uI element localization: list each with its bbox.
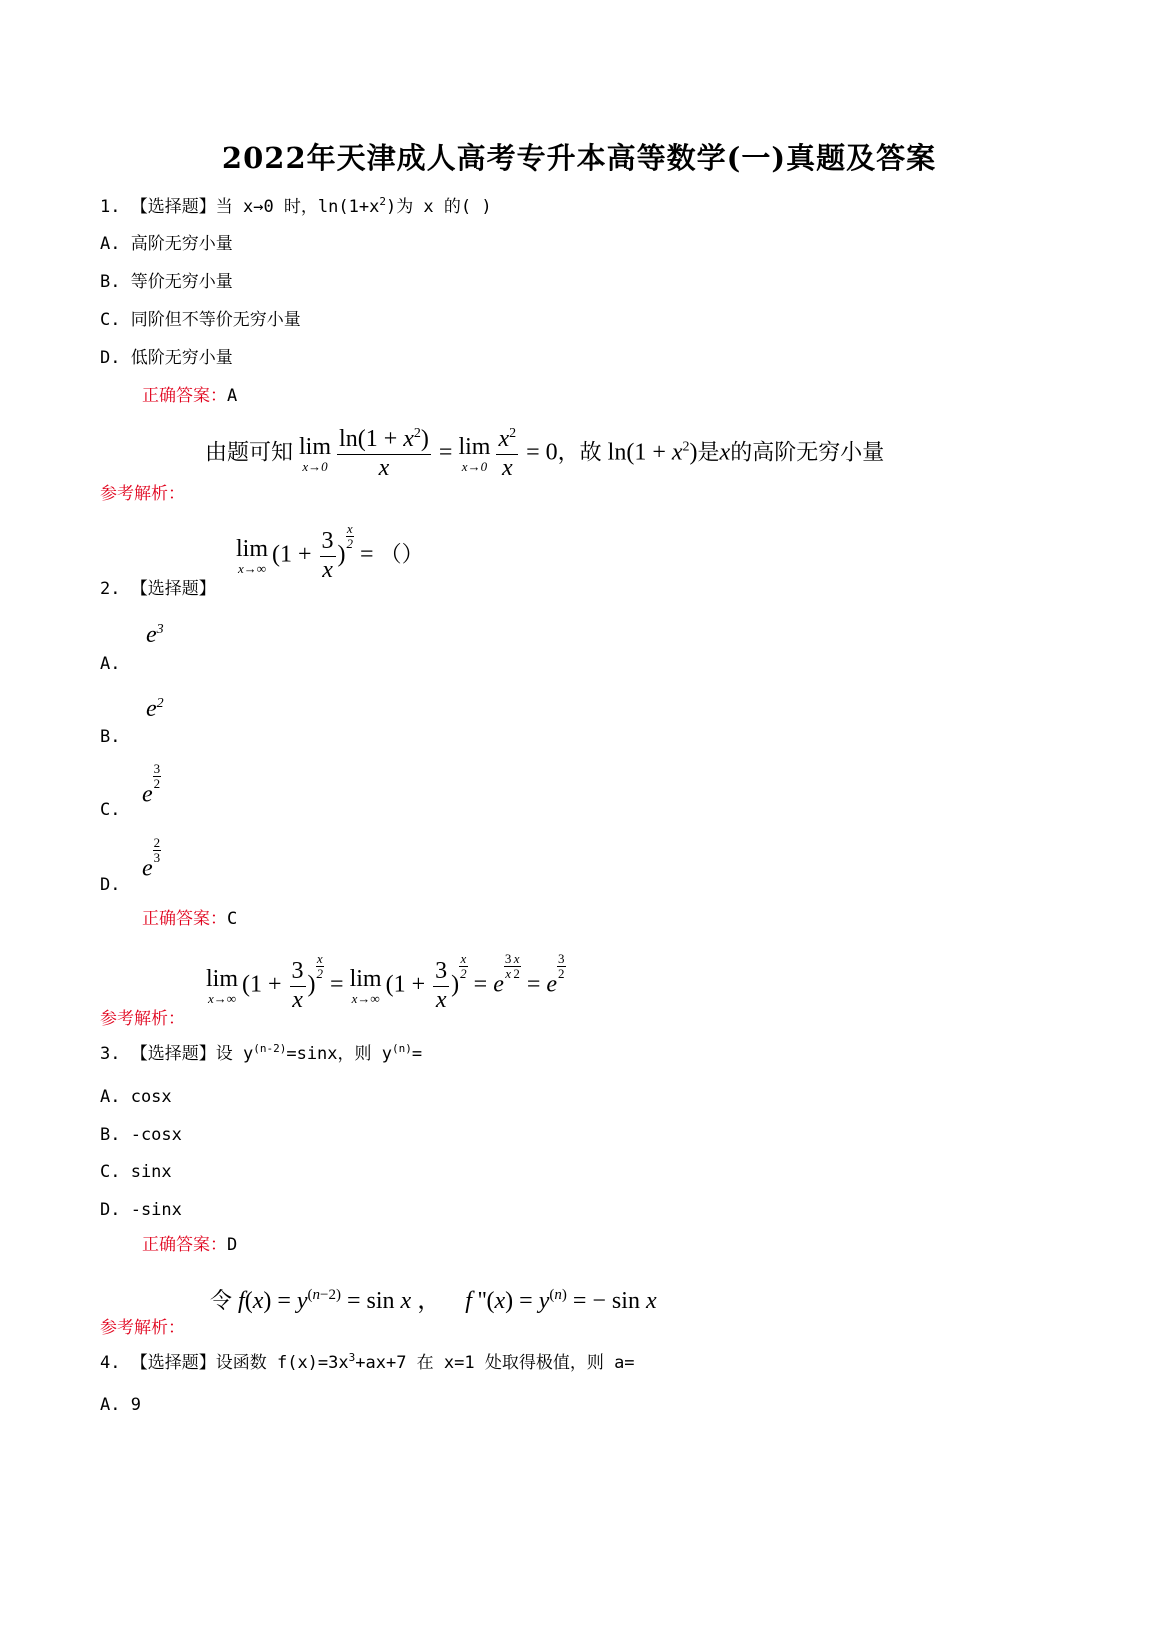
- q1-explanation-formula: 由题可知 lim x→0 $\frac{\ln(1 + x^2)}{x}$ = lim x→0 $\frac{x^2}{x}$ = 0，故 $\ln(1 + x^2)$是x的高阶无穷小量: [205, 426, 885, 481]
- question-1-text-a: 当 x→0 时，ln(1+x: [215, 197, 380, 217]
- q3-answer: [142, 1234, 237, 1256]
- q1-option-b: B. 等价无穷小量: [100, 272, 233, 292]
- q3-explanation-label: 参考解析：: [100, 1318, 185, 1338]
- q1-option-d: D. 低阶无穷小量: [100, 348, 233, 368]
- q3-option-a: A. cosx: [100, 1087, 172, 1107]
- q1-option-a: A. 高阶无穷小量: [100, 234, 233, 254]
- question-1-tag: 【选择题】: [130, 197, 216, 217]
- q2-blank: （）: [379, 542, 424, 568]
- question-3-text-a: 设 y: [215, 1044, 254, 1064]
- answer-value: D: [227, 1235, 238, 1255]
- q3-option-d: D. -sinx: [100, 1200, 182, 1220]
- question-3-sup-2: (n): [392, 1042, 412, 1055]
- question-2: [100, 578, 216, 600]
- q1-expl-tail: 的高阶无穷小量: [730, 440, 885, 466]
- question-4-number: 4.: [100, 1353, 121, 1373]
- q1-explanation-label: 参考解析：: [100, 484, 185, 504]
- question-2-number: 2.: [100, 579, 121, 599]
- q4-option-a: A. 9: [100, 1395, 141, 1415]
- q2-option-b-label: B.: [100, 727, 121, 747]
- question-3-text-c: =: [411, 1044, 423, 1064]
- q2-option-c-label: C.: [100, 800, 121, 820]
- q1-expl-prefix: 由题可知: [205, 440, 294, 466]
- question-4-sup: 3: [348, 1351, 356, 1364]
- q1-expl-end: 是: [697, 440, 720, 466]
- q2-explanation-label: 参考解析：: [100, 1009, 185, 1029]
- answer-label: 正确答案：: [142, 909, 227, 929]
- answer-label: 正确答案：: [142, 386, 227, 406]
- q1-expl-suffix: ，故: [557, 440, 602, 466]
- q2-option-b-formula: $e^2$: [146, 696, 164, 722]
- question-4-text-a: 设函数 f(x)=3x: [215, 1353, 349, 1373]
- q2-answer: [142, 908, 237, 930]
- question-4-tag: 【选择题】: [130, 1353, 216, 1373]
- q2-option-d-label: D.: [100, 875, 121, 895]
- question-3: [100, 1043, 422, 1065]
- question-2-tag: 【选择题】: [130, 579, 216, 599]
- q3-option-b: B. -cosx: [100, 1125, 182, 1145]
- q1-answer: [142, 385, 237, 407]
- q1-option-c: C. 同阶但不等价无穷小量: [100, 310, 301, 330]
- q2-option-c-formula: e $\frac{3}{2}$: [142, 761, 161, 808]
- q2-option-d-formula: e $\frac{2}{3}$: [142, 835, 161, 882]
- q2-explanation-formula: lim x→∞ (1 + $\frac{3}{x}$ ) $\frac{x}{2}$ = lim x→∞ (1 + $\frac{3}{x}$ ) $\frac{x}{2}$ = e $\frac{3}{x}$ $\frac{x}{2}$ = e $\frac{3}{2}$: [206, 951, 565, 1013]
- answer-label: 正确答案：: [142, 1235, 227, 1255]
- question-3-tag: 【选择题】: [130, 1044, 216, 1064]
- question-4-text-b: +ax+7 在 x=1 处取得极值，则 a=: [355, 1353, 635, 1373]
- q3-explanation-formula: 令 $f(x) = y^{(n-2)} = \sin x$ ， f ''$(x) = y^{(n)}$ = − sin x: [210, 1287, 657, 1314]
- answer-value: C: [227, 909, 238, 929]
- question-3-text-b: =sinx，则 y: [286, 1044, 392, 1064]
- question-1-text-b: )为 x 的( ): [385, 197, 492, 217]
- q2-formula: lim x→∞ (1 + $\frac{3}{x}$ ) $\frac{x}{2}$ = （）: [236, 521, 424, 583]
- question-4: [100, 1352, 635, 1374]
- q2-option-a-formula: $e^3$: [146, 622, 164, 648]
- q3-option-c: C. sinx: [100, 1162, 172, 1182]
- question-3-sup-1: (n-2): [253, 1042, 287, 1055]
- answer-value: A: [227, 386, 238, 406]
- question-1: [100, 196, 492, 218]
- q2-option-a-label: A.: [100, 654, 121, 674]
- page-title: 2022年天津成人高考专升本高等数学(一)真题及答案: [221, 141, 937, 175]
- q3-expl-prefix: 令: [210, 1289, 233, 1314]
- question-1-number: 1.: [100, 197, 121, 217]
- question-3-number: 3.: [100, 1044, 121, 1064]
- question-1-superscript: 2: [379, 195, 386, 208]
